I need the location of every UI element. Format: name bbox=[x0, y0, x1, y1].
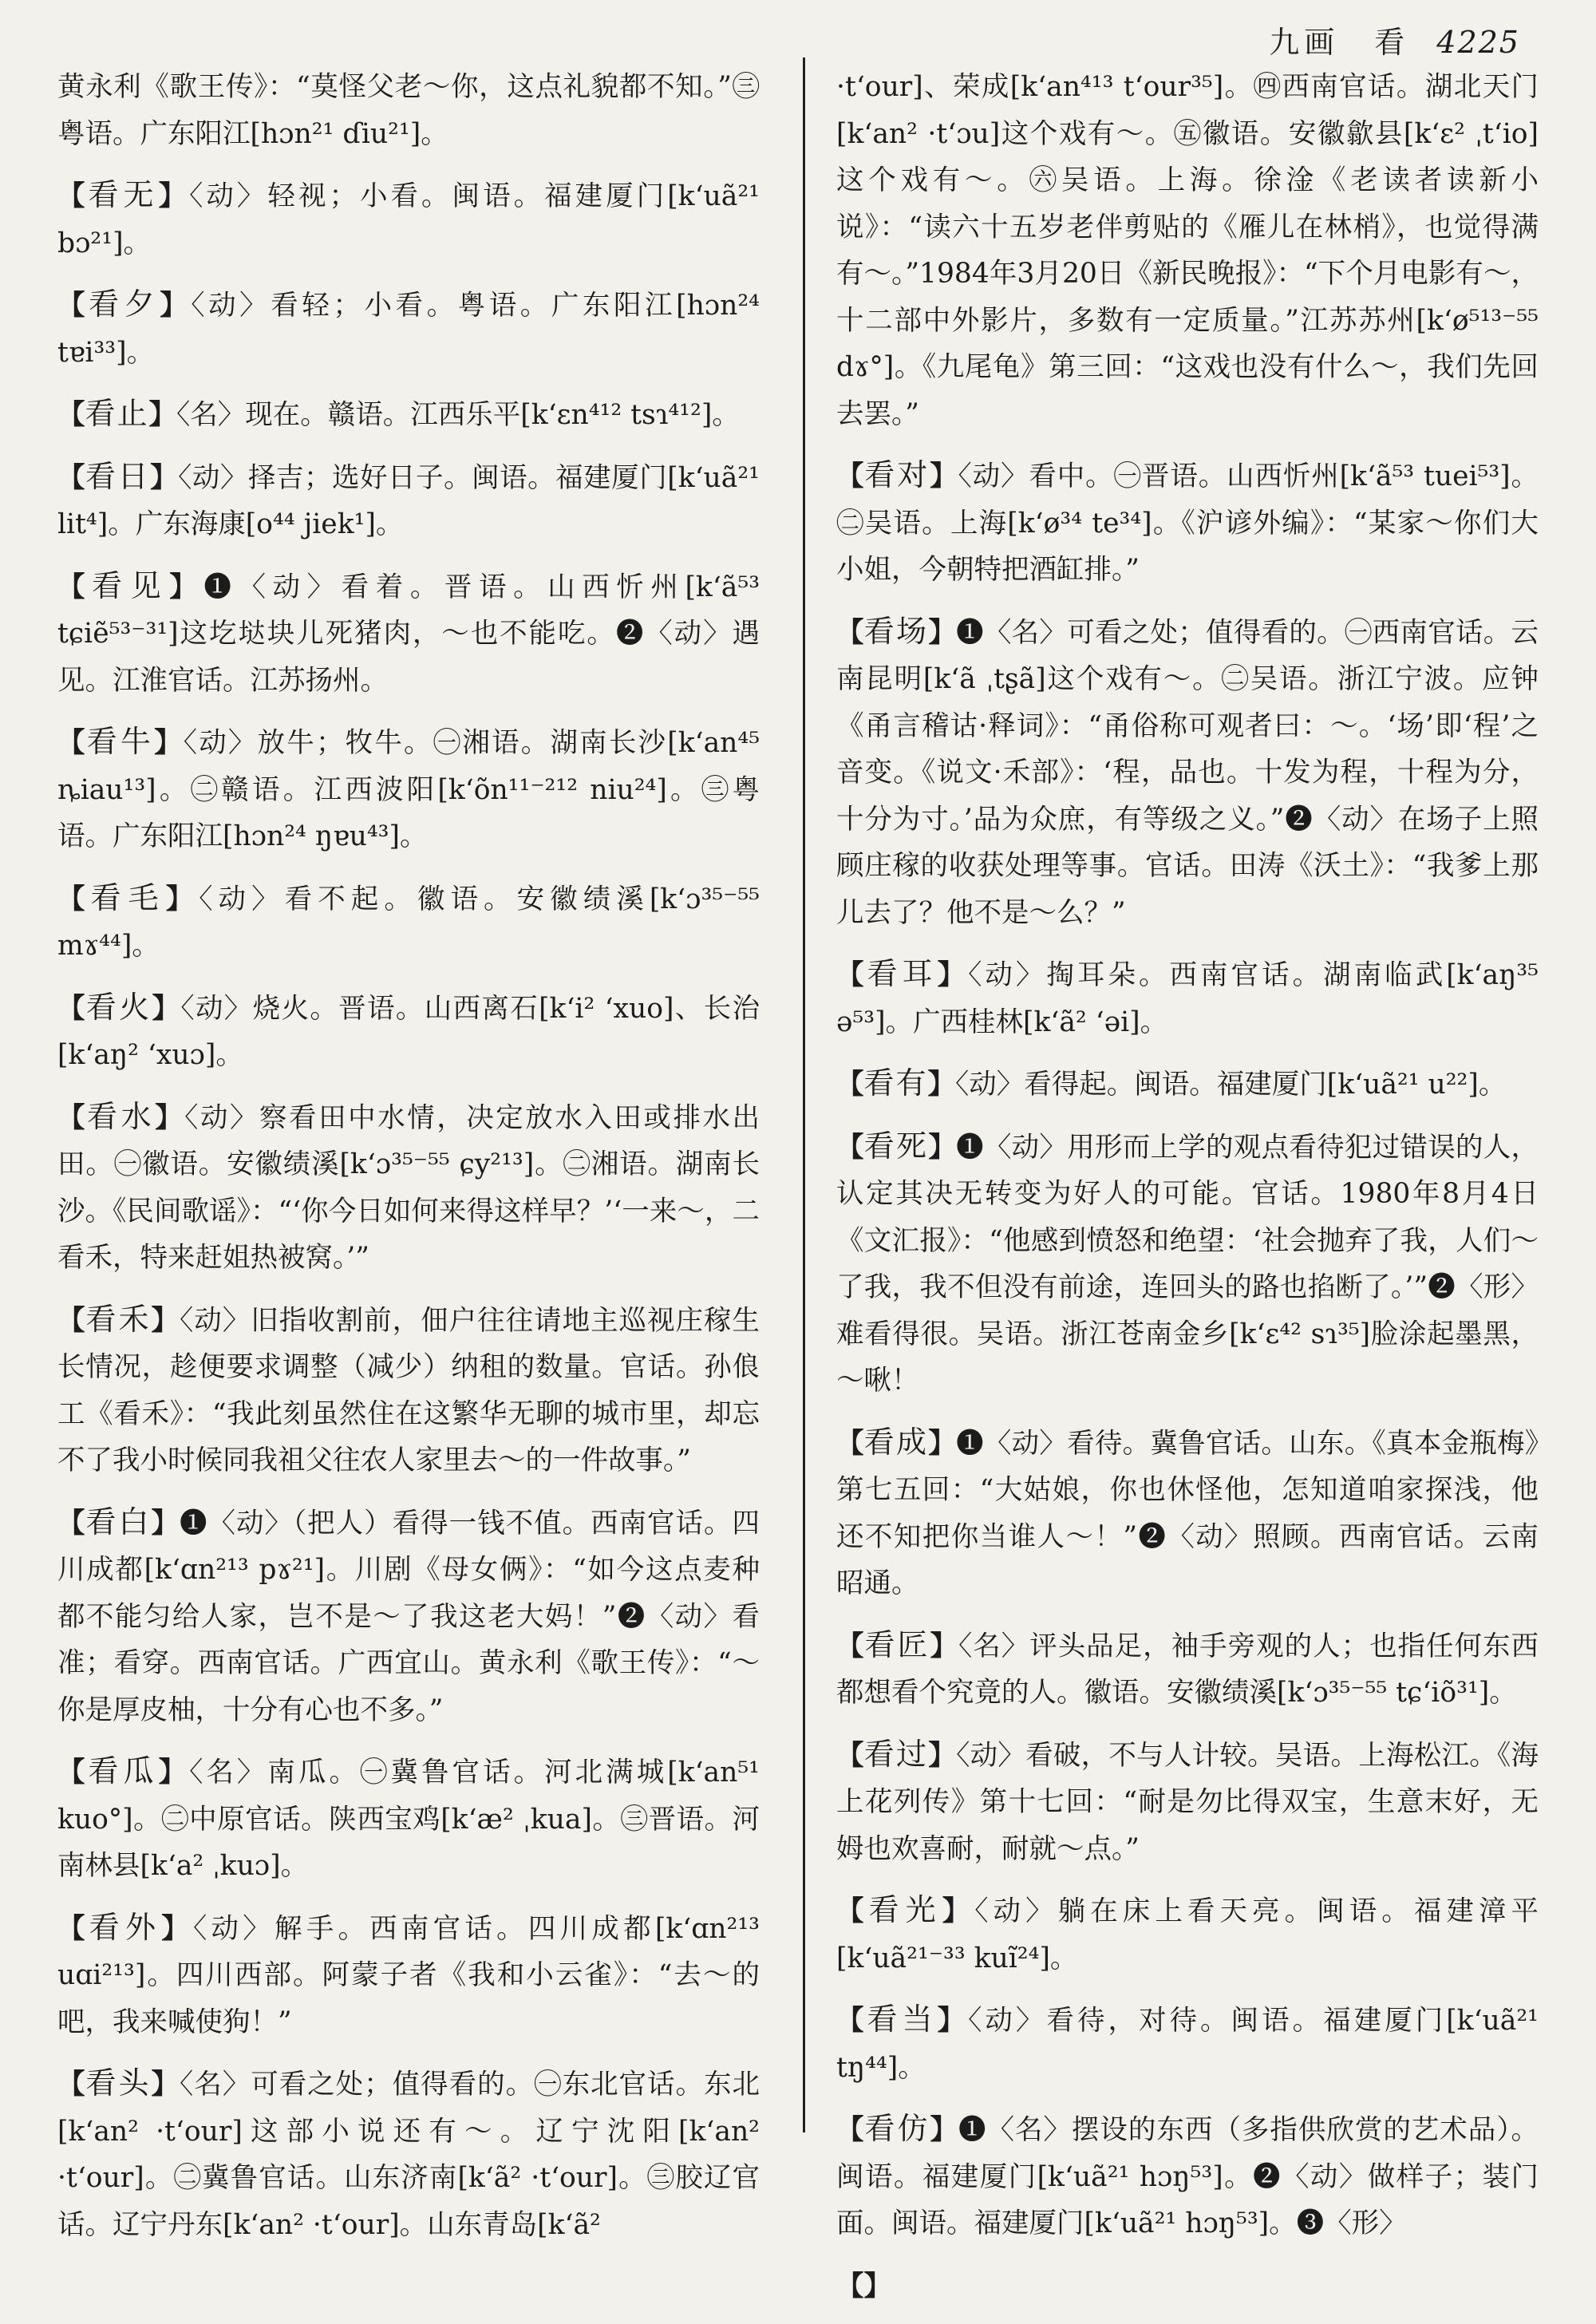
dictionary-entry: 【看有】〈动〉看得起。闽语。福建厦门[k‘uã²¹ u²²]。 bbox=[836, 1065, 1507, 1101]
dictionary-entry: 【看当】〈动〉看待，对待。闽语。福建厦门[k‘uã²¹ tŋ⁴⁴]。 bbox=[836, 2002, 1539, 2084]
dictionary-entry: 【看瓜】〈名〉南瓜。㊀冀鲁官话。河北满城[k‘an⁵¹ kuo°]。㊁中原官话。陕西宝鸡[k‘æ² ˌkua]。㊂晋语。河南林县[k‘a² ˌkuɔ]。 bbox=[57, 1753, 760, 1882]
entry-text: ❶〈动〉（把人）看得一钱不值。西南官话。四川成都[k‘ɑn²¹³ pɤ²¹]。川剧《母女俩》：“如今这点麦种都不能匀给人家，岂不是～了我这老大妈！”❷〈动〉看准；看穿。西南官话。广西宜山。黄永利《歌王传》：“～你是厚皮柚，十分有心也不多。” bbox=[57, 1507, 760, 1726]
entry-headword: 看死 bbox=[863, 1128, 929, 1164]
entry-headword: 看当 bbox=[867, 2002, 938, 2037]
dictionary-entry: 【看仿】❶〈名〉摆设的东西（多指供欣赏的艺术品）。闽语。福建厦门[k‘uã²¹ hɔŋ⁵³]。❷〈动〉做样子；装门面。闽语。福建厦门[k‘uã²¹ hɔŋ⁵³]。❸〈形〉 bbox=[836, 2111, 1539, 2239]
entry-text: ❶〈动〉看待。冀鲁官话。山东。《真本金瓶梅》第七五回：“大姑娘，你也休怪他，怎知道咱家探浅，他还不知把你当谁人～！”❷〈动〉照顾。西南官话。云南昭通。 bbox=[836, 1427, 1539, 1599]
dictionary-entry: 【看毛】〈动〉看不起。徽语。安徽绩溪[k‘ɔ³⁵⁻⁵⁵ mɤ⁴⁴]。 bbox=[57, 879, 760, 962]
dictionary-entry: 【看白】❶〈动〉（把人）看得一钱不值。西南官话。四川成都[k‘ɑn²¹³ pɤ²¹]。川剧《母女俩》：“如今这点麦种都不能匀给人家，岂不是～了我这老大妈！”❷〈动〉看准；看穿。西南官话。广西宜山。黄永利《歌王传》：“～你是厚皮柚，十分有心也不多。” bbox=[57, 1504, 760, 1726]
dictionary-entry: 【看水】〈动〉察看田中水情，决定放水入田或排水出田。㊀徽语。安徽绩溪[k‘ɔ³⁵⁻⁵⁵ ɕy²¹³]。㊁湘语。湖南长沙。《民间歌谣》：“‘你今日如何来得这样早？’‘一来～，二看禾，特来赶姐热被窝。’” bbox=[57, 1098, 760, 1274]
entry-text: 〈名〉现在。赣语。江西乐平[k‘ɛn⁴¹² tsɿ⁴¹²]。 bbox=[176, 399, 740, 431]
entry-headword: 看对 bbox=[864, 457, 930, 492]
entry-text: 〈动〉烧火。晋语。山西离石[k‘i² ‘xuo]、长治[k‘aŋ² ‘xuɔ]。 bbox=[57, 992, 760, 1071]
entry-headword: 看仿 bbox=[864, 2111, 930, 2146]
dictionary-entry: 【】 bbox=[836, 2270, 891, 2302]
entry-headword: 看白 bbox=[85, 1504, 152, 1539]
entry-text: 〈名〉南瓜。㊀冀鲁官话。河北满城[k‘an⁵¹ kuo°]。㊁中原官话。陕西宝鸡[k‘æ² ˌkua]。㊂晋语。河南林县[k‘a² ˌkuɔ]。 bbox=[57, 1757, 760, 1882]
entry-text: 〈动〉轻视；小看。闽语。福建厦门[k‘uã²¹ bɔ²¹]。 bbox=[57, 180, 760, 259]
entry-headword: 看外 bbox=[89, 1909, 162, 1945]
entry-headword: 看禾 bbox=[85, 1301, 152, 1337]
entry-text: 〈动〉看轻；小看。粤语。广东阳江[hɔn²⁴ tɐi³³]。 bbox=[57, 290, 760, 369]
entry-headword: 看耳 bbox=[867, 956, 938, 991]
entry-headword: 看火 bbox=[85, 989, 152, 1025]
dictionary-entry: 【看无】〈动〉轻视；小看。闽语。福建厦门[k‘uã²¹ bɔ²¹]。 bbox=[57, 177, 760, 259]
entry-text: 〈动〉择吉；选好日子。闽语。福建厦门[k‘uã²¹ lit⁴]。广东海康[o⁴⁴ jiek¹]。 bbox=[57, 461, 760, 540]
entry-headword: 看瓜 bbox=[88, 1753, 159, 1788]
entry-headword: 看光 bbox=[868, 1892, 942, 1927]
entry-text: ❶〈名〉摆设的东西（多指供欣赏的艺术品）。闽语。福建厦门[k‘uã²¹ hɔŋ⁵³]。❷〈动〉做样子；装门面。闽语。福建厦门[k‘uã²¹ hɔŋ⁵³]。❸〈形〉 bbox=[836, 2114, 1539, 2239]
dictionary-entry bbox=[57, 64, 760, 157]
column-divider bbox=[803, 57, 805, 2132]
entry-text: 〈动〉解手。西南官话。四川成都[k‘ɑn²¹³ uɑi²¹³]。四川西部。阿蒙子者《我和小云雀》：“去～的吧，我来喊使狗！” bbox=[57, 1912, 760, 2038]
page-header bbox=[1269, 18, 1520, 61]
entry-headword: 看水 bbox=[87, 1098, 156, 1134]
entry-text: 黄永利《歌王传》：“莫怪父老～你，这点礼貌都不知。”㊂粤语。广东阳江[hɔn²¹ ɗiu²¹]。 bbox=[57, 71, 760, 150]
entry-headword: 看匠 bbox=[864, 1626, 930, 1662]
entry-headword: 看无 bbox=[88, 177, 159, 212]
dictionary-entry: 【看成】❶〈动〉看待。冀鲁官话。山东。《真本金瓶梅》第七五回：“大姑娘，你也休怪他，怎知道咱家探浅，他还不知把你当谁人～！”❷〈动〉照顾。西南官话。云南昭通。 bbox=[836, 1424, 1539, 1599]
entry-headword: 看有 bbox=[863, 1065, 928, 1101]
entry-text: 〈动〉看破，不与人计较。吴语。上海松江。《海上花列传》第十七回：“耐是勿比得双宝，生意末好，无姆也欢喜耐，耐就～点。” bbox=[836, 1739, 1539, 1865]
entry-text: ·t‘our]、荣成[k‘an⁴¹³ t‘our³⁵]。㊃西南官话。湖北天门[k‘an² ·t‘ɔu]这个戏有～。㊄徽语。安徽歙县[k‘ɛ² ˌt‘io]这个戏有～。㊅吴语。上海。徐淦《老读者读新小说》：“读六十五岁老伴剪贴的《雁儿在林梢》，也觉得满有～。”1984年3月20日《新民晚报》：“下个月电影有～，十二部中外影片，多数有一定质量。”江苏苏州[k‘ø⁵¹³⁻⁵⁵ dɤ°]。《九尾龟》第三回：“这戏也没有什么～，我们先回去罢。” bbox=[836, 71, 1539, 430]
entry-text: 〈动〉看得起。闽语。福建厦门[k‘uã²¹ u²²]。 bbox=[955, 1069, 1507, 1101]
entry-text: 〈名〉可看之处；值得看的。㊀东北官话。东北[k‘an² ·t‘our]这部小说还有～。辽宁沈阳[k‘an² ·t‘our]。㊁冀鲁官话。山东济南[k‘ã² ·t‘our]。㊂胶辽官话。辽宁丹东[k‘an² ·t‘our]。山东青岛[k‘ã² bbox=[57, 2069, 760, 2241]
dictionary-entry: 【看过】〈动〉看破，不与人计较。吴语。上海松江。《海上花列传》第十七回：“耐是勿比得双宝，生意末好，无姆也欢喜耐，耐就～点。” bbox=[836, 1736, 1539, 1865]
entry-headword: 看过 bbox=[863, 1736, 929, 1772]
entry-text: 〈动〉掏耳朵。西南官话。湖南临武[k‘aŋ³⁵ ə⁵³]。广西桂林[k‘ã² ‘əi]。 bbox=[836, 959, 1539, 1038]
entry-headword: 看见 bbox=[92, 567, 170, 603]
entry-text: ❶〈名〉可看之处；值得看的。㊀西南官话。云南昆明[k‘ã ˌtʂã]这个戏有～。㊁吴语。浙江宁波。应钟《甬言稽诂·释词》：“甬俗称可观者曰：～。‘场’即‘程’之音变。《说文·禾部》：‘程，品也。十发为程，十程为分，十分为寸。’品为众庶，有等级之义。”❷〈动〉在场子上照顾庄稼的收获处理等事。官话。田涛《沃土》：“我爹上那儿去了？他不是～么？” bbox=[836, 616, 1539, 929]
entry-headword: 看成 bbox=[863, 1424, 929, 1460]
entry-text: 〈动〉躺在床上看天亮。闽语。福建漳平[k‘uã²¹⁻³³ kuĩ²⁴]。 bbox=[836, 1895, 1539, 1974]
entry-headword: 看夕 bbox=[89, 287, 160, 322]
right-column bbox=[836, 64, 1539, 2324]
entry-headword: 看场 bbox=[863, 613, 929, 649]
dictionary-entry: 【看禾】〈动〉旧指收割前，佃户往往请地主巡视庄稼生长情况，趁便要求调整（减少）纳租的数量。官话。孙俍工《看禾》：“我此刻虽然住在这繁华无聊的城市里，却忘不了我小时候同我祖父往农人家里去～的一件故事。” bbox=[57, 1301, 760, 1476]
entry-text: ❶〈动〉看着。晋语。山西忻州[k‘ã⁵³ tɕiẽ⁵³⁻³¹]这圪垯块儿死猪肉，～也不能吃。❷〈动〉遇见。江淮官话。江苏扬州。 bbox=[57, 571, 760, 697]
dictionary-entry: 【看牛】〈动〉放牛；牧牛。㊀湘语。湖南长沙[k‘an⁴⁵ ȵiau¹³]。㊁赣语。江西波阳[k‘õn¹¹⁻²¹² niu²⁴]。㊂粤语。广东阳江[hɔn²⁴ ŋɐu⁴³]。 bbox=[57, 724, 760, 852]
dictionary-entry: 【看日】〈动〉择吉；选好日子。闽语。福建厦门[k‘uã²¹ lit⁴]。广东海康[o⁴⁴ jiek¹]。 bbox=[57, 458, 760, 540]
dictionary-entry: 【看场】❶〈名〉可看之处；值得看的。㊀西南官话。云南昆明[k‘ã ˌtʂã]这个戏有～。㊁吴语。浙江宁波。应钟《甬言稽诂·释词》：“甬俗称可观者曰：～。‘场’即‘程’之音变。《说文·禾部》：‘程，品也。十发为程，十程为分，十分为寸。’品为众庶，有等级之义。”❷〈动〉在场子上照顾庄稼的收获处理等事。官话。田涛《沃土》：“我爹上那儿去了？他不是～么？” bbox=[836, 613, 1539, 929]
dictionary-entry: 【看止】〈名〉现在。赣语。江西乐平[k‘ɛn⁴¹² tsɿ⁴¹²]。 bbox=[57, 396, 740, 431]
dictionary-entry: 【看外】〈动〉解手。西南官话。四川成都[k‘ɑn²¹³ uɑi²¹³]。四川西部。阿蒙子者《我和小云雀》：“去～的吧，我来喊使狗！” bbox=[57, 1909, 760, 2038]
entry-text: 〈动〉看待，对待。闽语。福建厦门[k‘uã²¹ tŋ⁴⁴]。 bbox=[836, 2005, 1539, 2084]
entry-headword: 看牛 bbox=[86, 724, 155, 759]
entry-text: 〈名〉评头品足，袖手旁观的人；也指任何东西都想看个究竟的人。徽语。安徽绩溪[k‘ɔ³⁵⁻⁵⁵ tɕ‘iõ³¹]。 bbox=[836, 1630, 1539, 1709]
page-number: 4225 bbox=[1436, 25, 1520, 60]
entry-text: 〈动〉旧指收割前，佃户往往请地主巡视庄稼生长情况，趁便要求调整（减少）纳租的数量。官话。孙俍工《看禾》：“我此刻虽然住在这繁华无聊的城市里，却忘不了我小时候同我祖父往农人家里去～的一件故事。” bbox=[57, 1304, 760, 1476]
left-column bbox=[57, 64, 760, 2263]
header-title: 九画 看 bbox=[1269, 25, 1410, 60]
entry-text: 〈动〉察看田中水情，决定放水入田或排水出田。㊀徽语。安徽绩溪[k‘ɔ³⁵⁻⁵⁵ ɕy²¹³]。㊁湘语。湖南长沙。《民间歌谣》：“‘你今日如何来得这样早？’‘一来～，二看禾，特来赶姐热被窝。’” bbox=[57, 1101, 760, 1274]
entry-text: 〈动〉放牛；牧牛。㊀湘语。湖南长沙[k‘an⁴⁵ ȵiau¹³]。㊁赣语。江西波阳[k‘õn¹¹⁻²¹² niu²⁴]。㊂粤语。广东阳江[hɔn²⁴ ŋɐu⁴³]。 bbox=[57, 727, 760, 852]
dictionary-entry bbox=[836, 64, 1539, 437]
dictionary-entry: 【看对】〈动〉看中。㊀晋语。山西忻州[k‘ã⁵³ tuei⁵³]。㊁吴语。上海[k‘ø³⁴ te³⁴]。《沪谚外编》：“某家～你们大小姐，今朝特把酒缸排。” bbox=[836, 457, 1539, 586]
dictionary-entry: 【看头】〈名〉可看之处；值得看的。㊀东北官话。东北[k‘an² ·t‘our]这部小说还有～。辽宁沈阳[k‘an² ·t‘our]。㊁冀鲁官话。山东济南[k‘ã² ·t‘our]。㊂胶辽官话。辽宁丹东[k‘an² ·t‘our]。山东青岛[k‘ã² bbox=[57, 2065, 760, 2241]
entry-headword: 看毛 bbox=[90, 879, 166, 915]
dictionary-entry: 【看光】〈动〉躺在床上看天亮。闽语。福建漳平[k‘uã²¹⁻³³ kuĩ²⁴]。 bbox=[836, 1892, 1539, 1974]
dictionary-entry: 【看夕】〈动〉看轻；小看。粤语。广东阳江[hɔn²⁴ tɐi³³]。 bbox=[57, 287, 760, 369]
entry-text: ❶〈动〉用形而上学的观点看待犯过错误的人，认定其决无转变为好人的可能。官话。1980年8月4日《文汇报》：“他感到愤怒和绝望：‘社会抛弃了我，人们～了我，我不但没有前途，连回头的路也掐断了。’”❷〈形〉难看得很。吴语。浙江苍南金乡[k‘ɛ⁴² sɿ³⁵]脸涂起墨黑，～啾！ bbox=[836, 1131, 1539, 1397]
entry-text: 〈动〉看不起。徽语。安徽绩溪[k‘ɔ³⁵⁻⁵⁵ mɤ⁴⁴]。 bbox=[57, 883, 760, 962]
dictionary-entry: 【看见】❶〈动〉看着。晋语。山西忻州[k‘ã⁵³ tɕiẽ⁵³⁻³¹]这圪垯块儿死猪肉，～也不能吃。❷〈动〉遇见。江淮官话。江苏扬州。 bbox=[57, 567, 760, 697]
entry-headword: 看日 bbox=[85, 458, 151, 494]
entry-headword: 看止 bbox=[85, 396, 149, 431]
entry-text: 〈动〉看中。㊀晋语。山西忻州[k‘ã⁵³ tuei⁵³]。㊁吴语。上海[k‘ø³⁴ te³⁴]。《沪谚外编》：“某家～你们大小姐，今朝特把酒缸排。” bbox=[836, 460, 1539, 586]
dictionary-entry: 【看匠】〈名〉评头品足，袖手旁观的人；也指任何东西都想看个究竟的人。徽语。安徽绩溪[k‘ɔ³⁵⁻⁵⁵ tɕ‘iõ³¹]。 bbox=[836, 1626, 1539, 1709]
dictionary-entry: 【看火】〈动〉烧火。晋语。山西离石[k‘i² ‘xuo]、长治[k‘aŋ² ‘xuɔ]。 bbox=[57, 989, 760, 1071]
entry-headword: 看头 bbox=[85, 2065, 152, 2101]
dictionary-entry: 【看耳】〈动〉掏耳朵。西南官话。湖南临武[k‘aŋ³⁵ ə⁵³]。广西桂林[k‘ã² ‘əi]。 bbox=[836, 956, 1539, 1038]
dictionary-entry: 【看死】❶〈动〉用形而上学的观点看待犯过错误的人，认定其决无转变为好人的可能。官话。1980年8月4日《文汇报》：“他感到愤怒和绝望：‘社会抛弃了我，人们～了我，我不但没有前途，连回头的路也掐断了。’”❷〈形〉难看得很。吴语。浙江苍南金乡[k‘ɛ⁴² sɿ³⁵]脸涂起墨黑，～啾！ bbox=[836, 1128, 1539, 1397]
